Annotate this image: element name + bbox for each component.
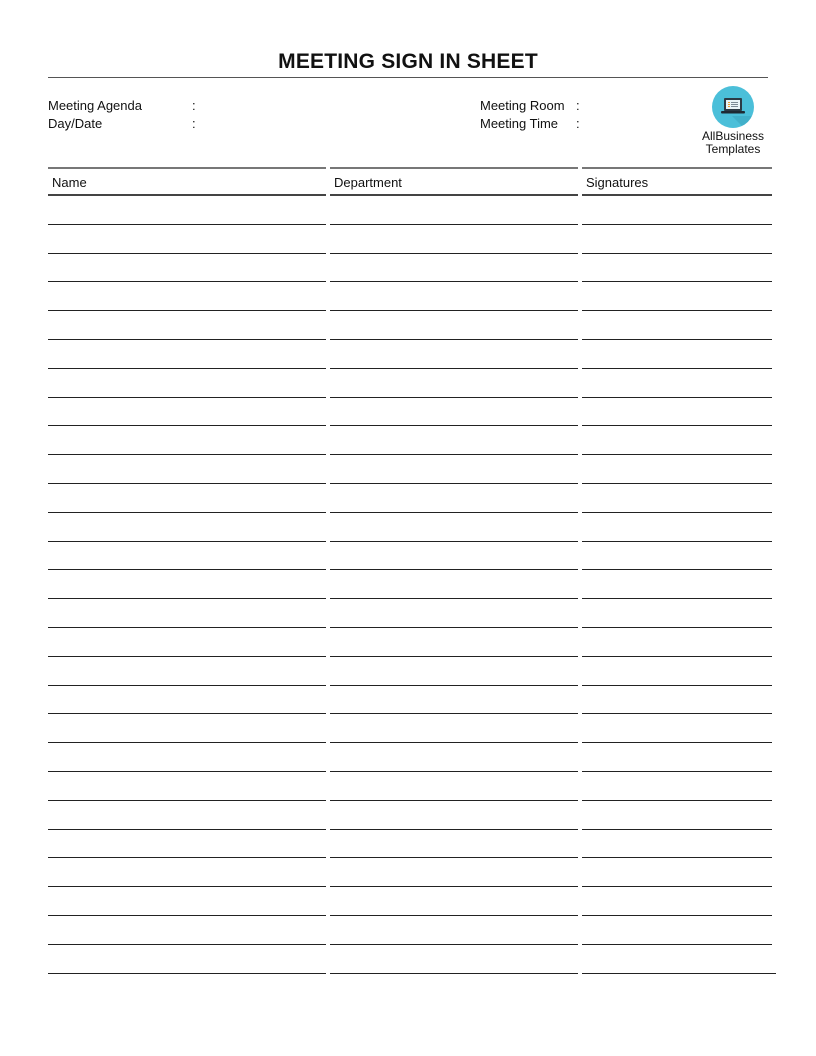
department-cell[interactable] <box>330 916 578 945</box>
department-cell[interactable] <box>330 196 578 225</box>
department-cell[interactable] <box>330 772 578 801</box>
department-cell[interactable] <box>330 599 578 628</box>
meeting-time-value[interactable] <box>588 116 688 132</box>
department-cell[interactable] <box>330 858 578 887</box>
department-cell[interactable] <box>330 714 578 743</box>
signature-cell[interactable] <box>582 513 772 542</box>
allbusiness-logo <box>698 86 768 156</box>
name-cell[interactable] <box>48 772 326 801</box>
department-cell[interactable] <box>330 426 578 455</box>
department-cell[interactable] <box>330 340 578 369</box>
name-cell[interactable] <box>48 513 326 542</box>
signature-cell[interactable] <box>582 455 772 484</box>
meeting-time-colon: : <box>576 116 580 131</box>
signature-cell[interactable] <box>582 282 772 311</box>
department-cell[interactable] <box>330 887 578 916</box>
department-cell[interactable] <box>330 628 578 657</box>
name-cell[interactable] <box>48 369 326 398</box>
signature-cell[interactable] <box>582 887 772 916</box>
department-cell[interactable] <box>330 657 578 686</box>
name-cell[interactable] <box>48 311 326 340</box>
signature-cell[interactable] <box>582 225 772 254</box>
signature-cell[interactable] <box>582 570 772 599</box>
name-cell[interactable] <box>48 282 326 311</box>
signature-cell[interactable] <box>582 743 772 772</box>
signature-cell[interactable] <box>582 426 772 455</box>
signature-cell[interactable] <box>582 686 772 715</box>
department-cell[interactable] <box>330 225 578 254</box>
column-header-signatures: Signatures <box>582 167 772 196</box>
name-cell[interactable] <box>48 398 326 427</box>
laptop-icon <box>712 86 754 128</box>
signature-cell[interactable] <box>582 484 772 513</box>
name-cell[interactable] <box>48 887 326 916</box>
department-cell[interactable] <box>330 455 578 484</box>
department-cell[interactable] <box>330 369 578 398</box>
signature-cell[interactable] <box>582 196 772 225</box>
signature-cell[interactable] <box>582 340 772 369</box>
meeting-time-label: Meeting Time <box>480 116 559 131</box>
signature-cell[interactable] <box>582 398 772 427</box>
logo-text-line1: AllBusiness <box>701 129 765 143</box>
name-cell[interactable] <box>48 858 326 887</box>
name-cell[interactable] <box>48 657 326 686</box>
signature-cell[interactable] <box>582 657 772 686</box>
signature-cell[interactable] <box>582 369 772 398</box>
signature-cell[interactable] <box>582 772 772 801</box>
name-cell[interactable] <box>48 570 326 599</box>
signature-cell[interactable] <box>582 628 772 657</box>
signature-cell[interactable] <box>582 858 772 887</box>
name-cell[interactable] <box>48 542 326 571</box>
name-cell[interactable] <box>48 916 326 945</box>
logo-text-line2: Templates <box>705 142 761 156</box>
signature-cell[interactable] <box>582 311 772 340</box>
department-cell[interactable] <box>330 398 578 427</box>
name-cell[interactable] <box>48 225 326 254</box>
department-cell[interactable] <box>330 945 578 974</box>
department-cell[interactable] <box>330 311 578 340</box>
signature-cell[interactable] <box>582 599 772 628</box>
signature-cell[interactable] <box>582 830 772 859</box>
signature-cell[interactable] <box>582 254 772 283</box>
name-cell[interactable] <box>48 686 326 715</box>
name-cell[interactable] <box>48 455 326 484</box>
department-cell[interactable] <box>330 801 578 830</box>
name-cell[interactable] <box>48 628 326 657</box>
department-cell[interactable] <box>330 513 578 542</box>
meeting-room-value[interactable] <box>588 98 688 114</box>
department-cell[interactable] <box>330 282 578 311</box>
logo-circle <box>712 86 754 128</box>
signature-cell[interactable] <box>582 945 776 974</box>
name-cell[interactable] <box>48 599 326 628</box>
title-divider <box>48 77 768 78</box>
name-cell[interactable] <box>48 714 326 743</box>
name-cell[interactable] <box>48 801 326 830</box>
name-cell[interactable] <box>48 196 326 225</box>
name-cell[interactable] <box>48 426 326 455</box>
meeting-room-colon: : <box>576 98 580 113</box>
department-cell[interactable] <box>330 830 578 859</box>
name-cell[interactable] <box>48 484 326 513</box>
name-cell[interactable] <box>48 830 326 859</box>
day-date-label: Day/Date <box>48 116 103 131</box>
department-cell[interactable] <box>330 484 578 513</box>
signature-cell[interactable] <box>582 801 772 830</box>
name-cell[interactable] <box>48 945 326 974</box>
meeting-room-label: Meeting Room <box>480 98 565 113</box>
page-title: MEETING SIGN IN SHEET <box>278 50 538 73</box>
column-header-name: Name <box>48 167 326 196</box>
meeting-agenda-label: Meeting Agenda <box>48 98 142 113</box>
name-cell[interactable] <box>48 743 326 772</box>
signature-cell[interactable] <box>582 714 772 743</box>
meeting-agenda-value[interactable] <box>205 98 465 114</box>
department-cell[interactable] <box>330 570 578 599</box>
column-header-department: Department <box>330 167 578 196</box>
name-cell[interactable] <box>48 254 326 283</box>
day-date-colon: : <box>192 116 196 131</box>
department-cell[interactable] <box>330 686 578 715</box>
signature-cell[interactable] <box>582 542 772 571</box>
name-cell[interactable] <box>48 340 326 369</box>
department-cell[interactable] <box>330 254 578 283</box>
day-date-value[interactable] <box>205 116 465 132</box>
meeting-agenda-colon: : <box>192 98 196 113</box>
department-cell[interactable] <box>330 542 578 571</box>
department-cell[interactable] <box>330 743 578 772</box>
signature-cell[interactable] <box>582 916 772 945</box>
